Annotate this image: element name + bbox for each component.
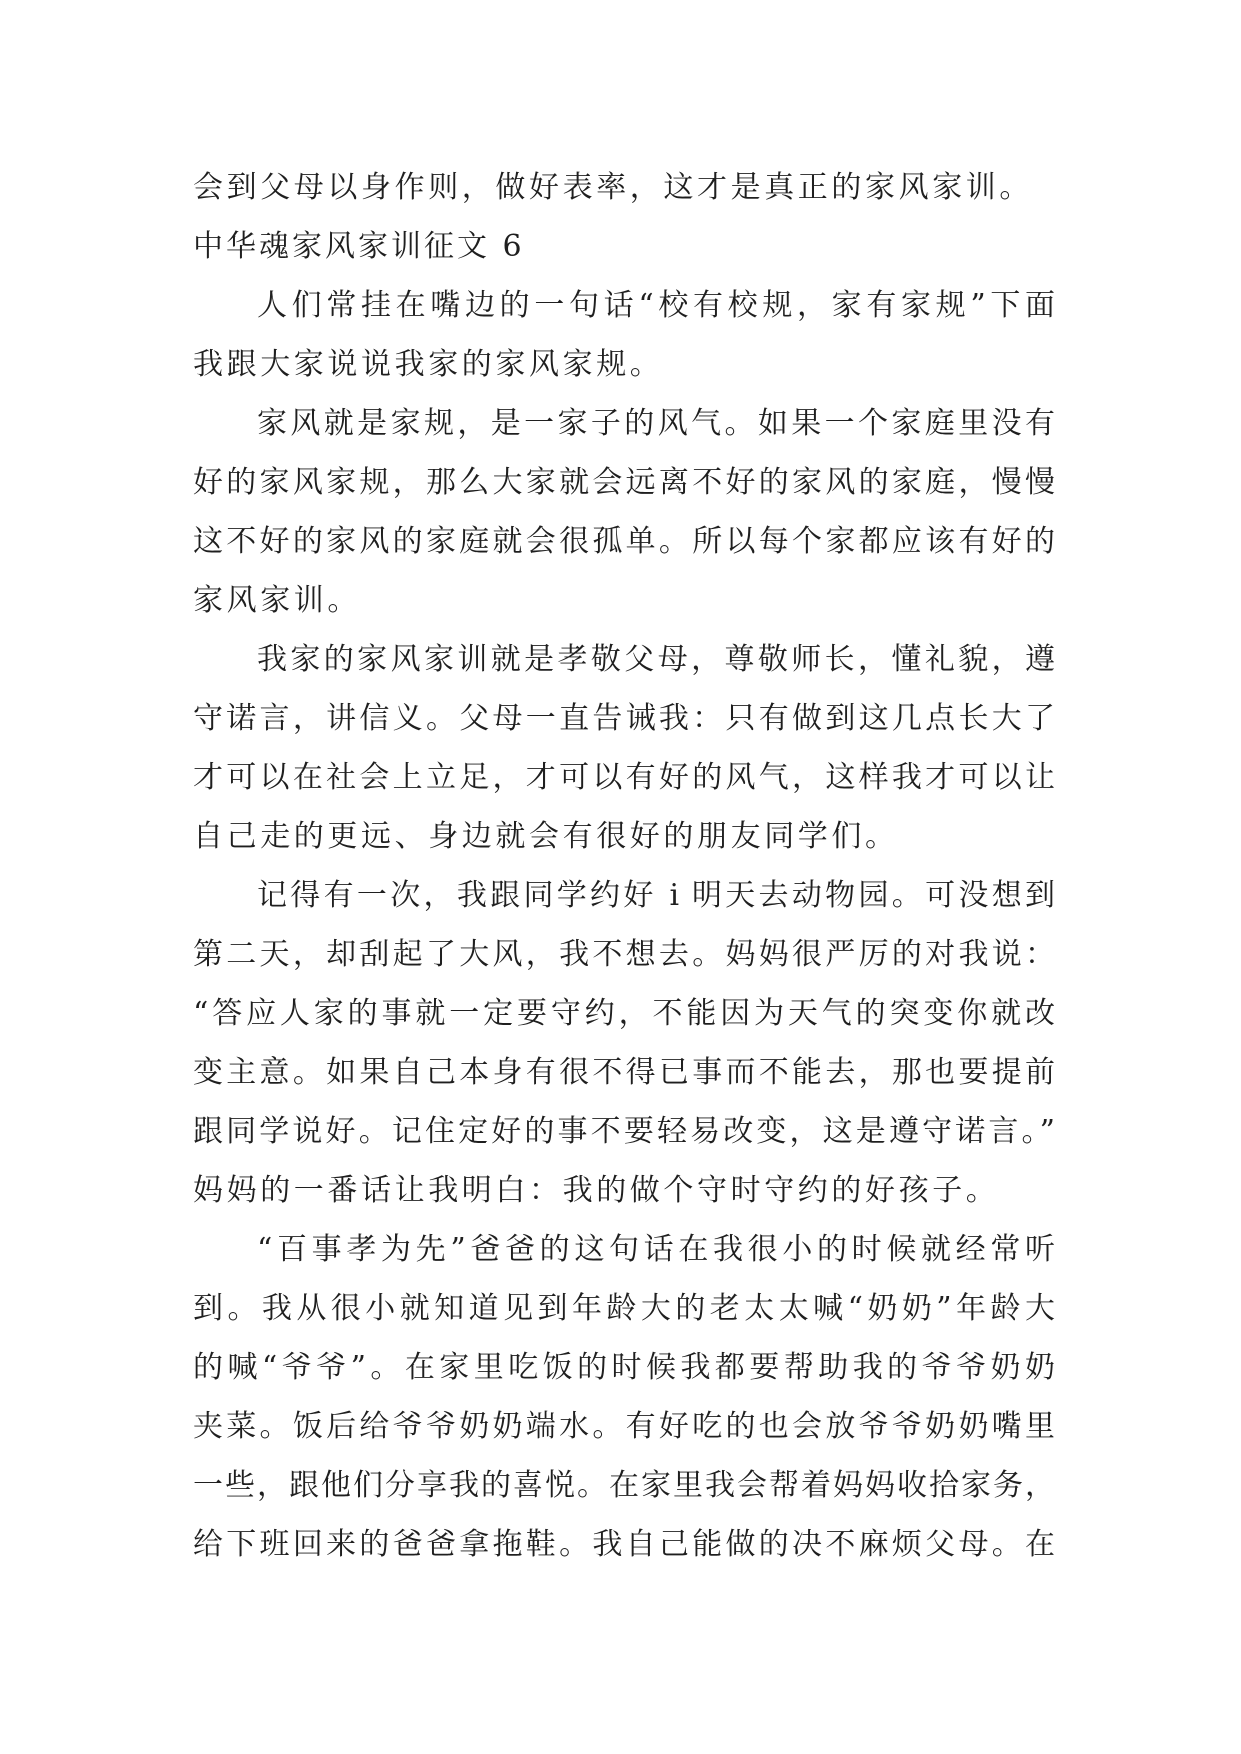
paragraph-line: 到。我从很小就知道见到年龄大的老太太喊“奶奶”年龄大: [193, 1291, 1055, 1326]
paragraph-line: 我家的家风家训就是孝敬父母，尊敬师长，懂礼貌，遵: [257, 642, 1055, 677]
paragraph-line: 人们常挂在嘴边的一句话“校有校规，家有家规”下面: [257, 288, 1055, 323]
section-heading: 中华魂家风家训征文 6: [193, 229, 525, 264]
paragraph-line: 给下班回来的爸爸拿拖鞋。我自己能做的决不麻烦父母。在: [193, 1527, 1055, 1562]
paragraph-line: “百事孝为先”爸爸的这句话在我很小的时候就经常听: [257, 1232, 1055, 1267]
paragraph-line: 我跟大家说说我家的家风家规。: [193, 347, 664, 382]
paragraph-line: 自己走的更远、身边就会有很好的朋友同学们。: [193, 819, 899, 854]
paragraph-line: 家风就是家规，是一家子的风气。如果一个家庭里没有: [257, 406, 1055, 441]
paragraph-line: 跟同学说好。记住定好的事不要轻易改变，这是遵守诺言。”: [193, 1114, 1055, 1149]
paragraph-line: 家风家训。: [193, 583, 361, 618]
paragraph-line: 一些，跟他们分享我的喜悦。在家里我会帮着妈妈收拾家务，: [193, 1468, 1055, 1503]
paragraph-line: 第二天，却刮起了大风，我不想去。妈妈很严厉的对我说：: [193, 937, 1055, 972]
text-line: 会到父母以身作则，做好表率，这才是真正的家风家训。: [193, 170, 1033, 205]
paragraph-line: 才可以在社会上立足，才可以有好的风气，这样我才可以让: [193, 760, 1055, 795]
paragraph-line: 变主意。如果自己本身有很不得已事而不能去，那也要提前: [193, 1055, 1055, 1090]
paragraph-line: 记得有一次，我跟同学约好 i 明天去动物园。可没想到: [257, 878, 1055, 913]
paragraph-line: “答应人家的事就一定要守约，不能因为天气的突变你就改: [193, 996, 1055, 1031]
document-body: [193, 158, 1055, 1574]
paragraph-line: 妈妈的一番话让我明白：我的做个守时守约的好孩子。: [193, 1173, 1000, 1208]
paragraph-line: 夹菜。饭后给爷爷奶奶端水。有好吃的也会放爷爷奶奶嘴里: [193, 1409, 1055, 1444]
paragraph-line: 的喊“爷爷”。在家里吃饭的时候我都要帮助我的爷爷奶奶: [193, 1350, 1055, 1385]
paragraph-line: 守诺言，讲信义。父母一直告诫我：只有做到这几点长大了: [193, 701, 1055, 736]
paragraph-line: 好的家风家规，那么大家就会远离不好的家风的家庭，慢慢: [193, 465, 1055, 500]
paragraph-line: 这不好的家风的家庭就会很孤单。所以每个家都应该有好的: [193, 524, 1055, 559]
